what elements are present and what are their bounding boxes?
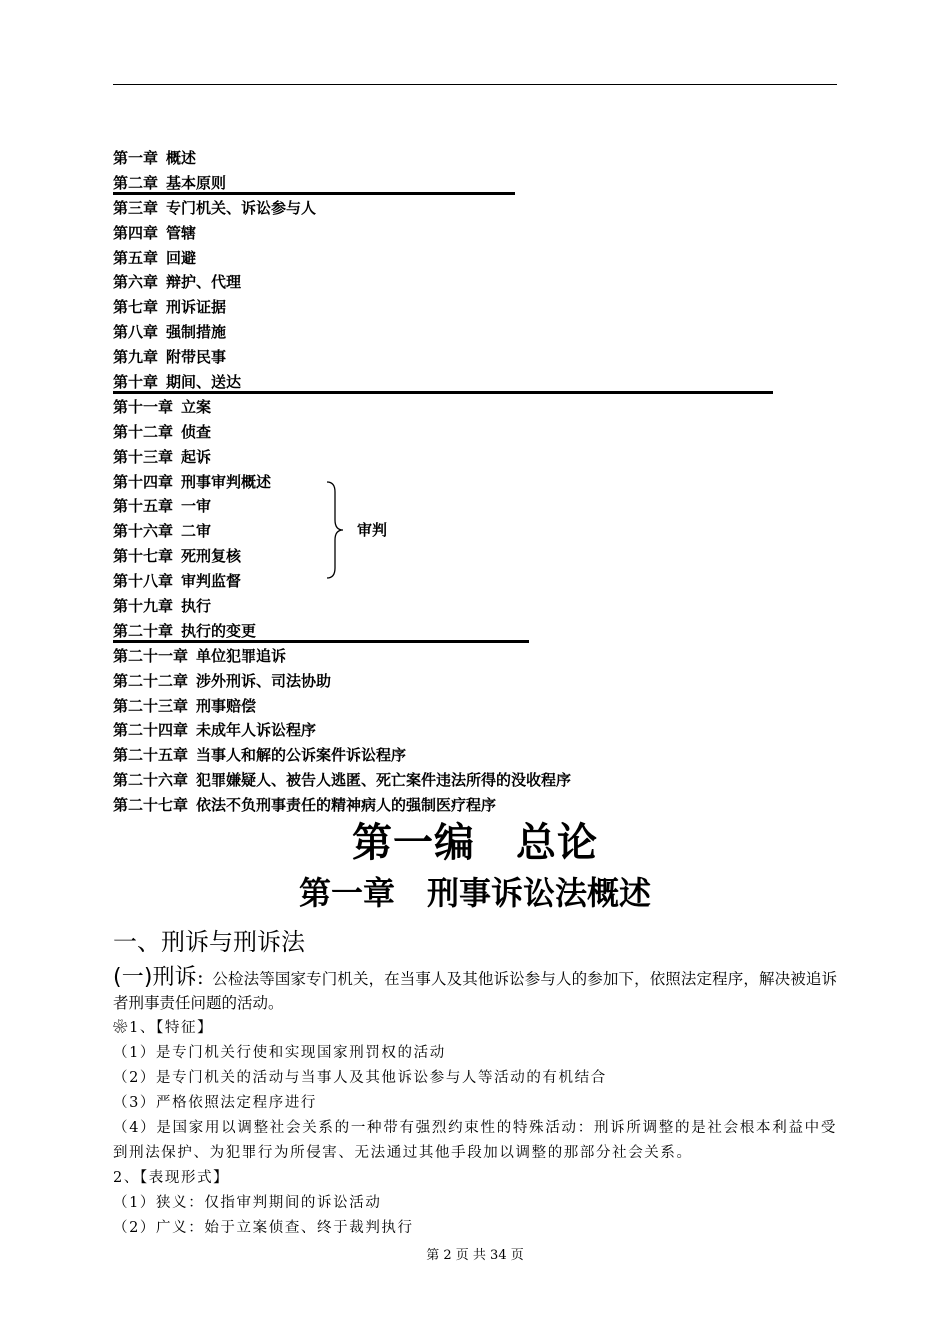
toc-item bbox=[113, 420, 837, 445]
toc-item bbox=[113, 221, 837, 246]
toc-chapter-number: 第十六章 bbox=[113, 522, 174, 541]
toc-chapter-number: 第十章 bbox=[113, 373, 159, 392]
toc-chapter-number: 第二章 bbox=[113, 173, 159, 192]
form-item-1: （1）狭义：仅指审判期间的诉讼活动 bbox=[113, 1195, 382, 1211]
toc-chapter-number: 第二十章 bbox=[113, 621, 174, 640]
toc-chapter-title: 犯罪嫌疑人、被告人逃匿、死亡案件违法所得的没收程序 bbox=[196, 771, 572, 790]
toc-chapter-title: 概述 bbox=[166, 149, 197, 167]
toc-chapter-title: 强制措施 bbox=[166, 323, 227, 342]
feature-item-2: （2）是专门机关的活动与当事人及其他诉讼参与人等活动的有机结合 bbox=[113, 1070, 607, 1086]
toc-chapter-number: 第十二章 bbox=[113, 422, 174, 441]
toc-chapter-title: 审判监督 bbox=[181, 572, 242, 591]
forms-heading: 2、【表现形式】 bbox=[113, 1170, 230, 1186]
separator-rule-2 bbox=[113, 391, 773, 394]
toc-item bbox=[113, 146, 837, 171]
toc-item bbox=[113, 246, 837, 271]
toc-chapter-title: 刑事审判概述 bbox=[181, 472, 272, 491]
toc-item bbox=[113, 494, 837, 519]
brace-icon bbox=[325, 480, 345, 580]
toc-item bbox=[113, 445, 837, 470]
toc-chapter-number: 第十一章 bbox=[113, 397, 174, 416]
toc-item bbox=[113, 694, 837, 719]
section-heading: 一、刑诉与刑诉法 bbox=[113, 928, 305, 956]
brace-label: 审判 bbox=[357, 521, 388, 539]
toc-item bbox=[113, 718, 837, 743]
toc-item bbox=[113, 395, 837, 420]
toc-item bbox=[113, 594, 837, 619]
toc-chapter-number: 第十九章 bbox=[113, 597, 174, 616]
page-footer: 第 2 页 共 34 页 bbox=[426, 1248, 524, 1263]
toc-chapter-title: 二审 bbox=[181, 522, 212, 541]
toc-chapter-title: 依法不负刑事责任的精神病人的强制医疗程序 bbox=[196, 796, 497, 815]
feature-item-1: （1）是专门机关行使和实现国家刑罚权的活动 bbox=[113, 1045, 446, 1061]
toc-chapter-title: 期间、送达 bbox=[166, 373, 242, 392]
toc-chapter-title: 单位犯罪追诉 bbox=[196, 646, 287, 665]
separator-rule-1 bbox=[113, 192, 515, 195]
definition-colon: ： bbox=[196, 970, 213, 988]
toc-chapter-title: 回避 bbox=[166, 248, 197, 267]
toc-chapter-number: 第八章 bbox=[113, 323, 159, 342]
separator-rule-3 bbox=[113, 640, 529, 643]
toc-chapter-title: 一审 bbox=[181, 497, 212, 516]
toc-chapter-number: 第十七章 bbox=[113, 547, 174, 566]
definition-text: 公检法等国家专门机关，在当事人及其他诉讼参与人的参加下，依照法定程序，解决被追诉者刑事责任问题的活动。 bbox=[113, 970, 837, 1012]
toc-item bbox=[113, 669, 837, 694]
toc-chapter-number: 第二十四章 bbox=[113, 721, 189, 740]
toc-chapter-title: 专门机关、诉讼参与人 bbox=[166, 198, 317, 217]
toc-chapter-number: 第二十五章 bbox=[113, 746, 189, 765]
toc-chapter-number: 第十四章 bbox=[113, 472, 174, 491]
toc-chapter-number: 第十三章 bbox=[113, 447, 174, 466]
toc-chapter-title: 执行 bbox=[181, 597, 212, 616]
features-heading: ❀1、【特征】 bbox=[113, 1020, 214, 1036]
feature-item-4: （4）是国家用以调整社会关系的一种带有强烈约束性的特殊活动：刑诉所调整的是社会根本利益中受到刑法保护、为犯罪行为所侵害、无法通过其他手段加以调整的那部分社会关系。 bbox=[113, 1120, 837, 1161]
feature-item-3: （3）严格依照法定程序进行 bbox=[113, 1095, 318, 1111]
toc-chapter-title: 刑诉证据 bbox=[166, 298, 227, 317]
header-rule bbox=[113, 84, 837, 85]
toc-item bbox=[113, 345, 837, 370]
toc-chapter-title: 涉外刑诉、司法协助 bbox=[196, 671, 332, 690]
toc-chapter-title: 死刑复核 bbox=[181, 547, 242, 566]
toc-item bbox=[113, 320, 837, 345]
toc-chapter-number: 第十五章 bbox=[113, 497, 174, 516]
toc-chapter-number: 第九章 bbox=[113, 348, 159, 367]
toc-item bbox=[113, 470, 837, 495]
toc-chapter-title: 当事人和解的公诉案件诉讼程序 bbox=[196, 746, 407, 765]
toc-item bbox=[113, 270, 837, 295]
toc-chapter-title: 起诉 bbox=[181, 447, 212, 466]
toc-chapter-number: 第四章 bbox=[113, 223, 159, 242]
toc-item bbox=[113, 793, 837, 818]
toc-chapter-title: 管辖 bbox=[166, 223, 197, 242]
toc-item bbox=[113, 644, 837, 669]
toc-chapter-number: 第二十六章 bbox=[113, 771, 189, 790]
toc-chapter-title: 附带民事 bbox=[166, 348, 227, 367]
toc-chapter-number: 第三章 bbox=[113, 198, 159, 217]
toc-chapter-title: 刑事赔偿 bbox=[196, 696, 257, 715]
toc-chapter-title: 立案 bbox=[181, 397, 212, 416]
toc-item bbox=[113, 768, 837, 793]
toc-chapter-title: 未成年人诉讼程序 bbox=[196, 721, 317, 740]
toc-item bbox=[113, 196, 837, 221]
toc-chapter-number: 第五章 bbox=[113, 248, 159, 267]
toc-item bbox=[113, 569, 837, 594]
definition-lead: (一)刑诉 bbox=[113, 965, 197, 990]
toc-chapter-number: 第二十一章 bbox=[113, 646, 189, 665]
table-of-contents bbox=[113, 146, 837, 818]
form-item-2: （2）广义：始于立案侦查、终于裁判执行 bbox=[113, 1220, 414, 1236]
toc-chapter-number: 第六章 bbox=[113, 273, 159, 292]
toc-chapter-title: 辩护、代理 bbox=[166, 273, 242, 292]
toc-chapter-number: 第二十二章 bbox=[113, 671, 189, 690]
toc-chapter-number: 第十八章 bbox=[113, 572, 174, 591]
toc-item bbox=[113, 519, 837, 544]
toc-item bbox=[113, 544, 837, 569]
toc-chapter-number: 第二十三章 bbox=[113, 696, 189, 715]
toc-item bbox=[113, 295, 837, 320]
toc-chapter-title: 基本原则 bbox=[166, 173, 227, 192]
toc-chapter-title: 执行的变更 bbox=[181, 621, 257, 640]
toc-item bbox=[113, 743, 837, 768]
toc-chapter-number: 第一章 bbox=[113, 149, 159, 167]
toc-chapter-number: 第二十七章 bbox=[113, 796, 189, 815]
part-title: 第一编 总论 bbox=[352, 820, 598, 866]
toc-chapter-number: 第七章 bbox=[113, 298, 159, 317]
chapter-title: 第一章 刑事诉讼法概述 bbox=[298, 874, 651, 912]
toc-chapter-title: 侦查 bbox=[181, 422, 212, 441]
definition-paragraph bbox=[113, 966, 837, 1015]
